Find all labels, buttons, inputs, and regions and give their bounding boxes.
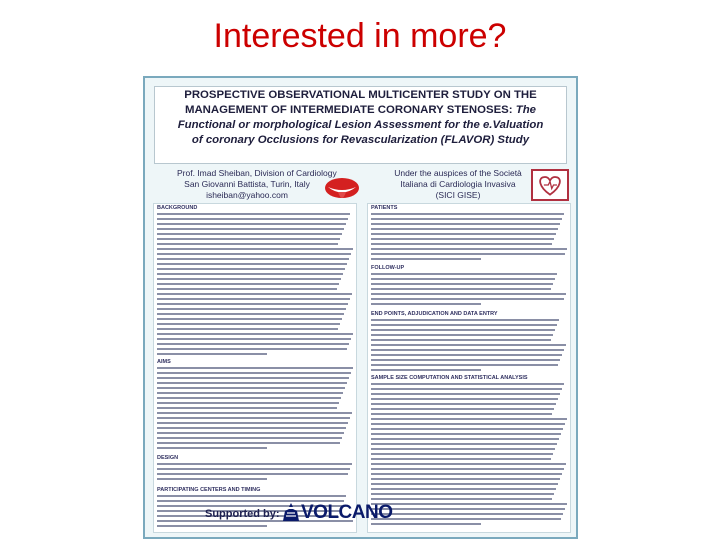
body-text-line [371, 223, 560, 225]
body-text-line [371, 468, 564, 470]
poster-columns [153, 203, 571, 533]
slide-title: Interested in more? [213, 17, 507, 55]
body-text-line [157, 412, 352, 414]
body-text-line [157, 278, 341, 280]
body-text-line [371, 349, 564, 351]
body-text-line [371, 483, 558, 485]
body-text-line [371, 463, 566, 465]
auspices-line-3: (SICI GISE) [435, 190, 481, 200]
poster-title-line-2-main: MANAGEMENT OF INTERMEDIATE CORONARY STENOSES: [184, 104, 513, 116]
body-text-line [157, 442, 340, 444]
section-aims-heading: AIMS [157, 359, 171, 365]
body-text-line [157, 318, 342, 320]
body-text-line [157, 293, 352, 295]
body-text-line [157, 468, 350, 470]
body-text-line [371, 438, 559, 440]
body-text-line [157, 495, 346, 497]
body-text-line [157, 248, 353, 250]
body-text-line [157, 333, 353, 335]
author-hospital: San Giovanni Battista, Turin, Italy [184, 179, 310, 189]
body-text-line [371, 364, 558, 366]
poster-title-line-1: PROSPECTIVE OBSERVATIONAL MULTICENTER STUDY ON THE [184, 89, 537, 101]
body-text-line [157, 228, 344, 230]
body-text-line [371, 324, 557, 326]
lips-logo-icon [323, 174, 361, 206]
body-text-line [371, 293, 566, 295]
body-text-line [371, 283, 553, 285]
body-text-line [371, 213, 564, 215]
body-text-line [371, 288, 551, 290]
body-text-line [371, 273, 557, 275]
left-column [153, 203, 357, 533]
section-centers-heading: PARTICIPATING CENTERS AND TIMING [157, 487, 261, 493]
body-text-line [371, 238, 554, 240]
body-text-line [157, 473, 348, 475]
body-text-line [371, 393, 560, 395]
auspices-line-1: Under the auspices of the Società [394, 168, 522, 178]
body-text-line [371, 408, 554, 410]
body-text-line [157, 387, 345, 389]
body-text-line [157, 223, 346, 225]
body-text-line [157, 313, 344, 315]
volcano-wordmark: VOLCANO [301, 502, 393, 523]
right-column [367, 203, 571, 533]
body-text-line [371, 233, 556, 235]
sponsor-block [205, 498, 393, 528]
body-text-line [371, 248, 567, 250]
body-text-line [157, 253, 351, 255]
body-text-line [157, 213, 350, 215]
body-text-line [157, 338, 351, 340]
body-text-line [157, 367, 353, 369]
body-text-line [371, 253, 565, 255]
section-patients-heading: PATIENTS [371, 205, 398, 211]
body-text-line [371, 218, 562, 220]
poster-title-line-4: of coronary Occlusions for Revascularization (FLAVOR) Study [191, 134, 530, 146]
poster-title-line-3: Functional or morphological Lesion Assessment for the e.Valuation [177, 119, 544, 131]
body-text-line [371, 478, 560, 480]
sici-gise-logo-icon [531, 169, 569, 201]
body-text-line [371, 423, 565, 425]
auspices-line-2: Italiana di Cardiologia Invasiva [400, 179, 516, 189]
body-text-line [371, 428, 563, 430]
body-text-line [371, 433, 561, 435]
body-text-line [371, 513, 563, 515]
poster-title [154, 86, 567, 164]
body-text-line [157, 288, 337, 290]
body-text-line [371, 413, 552, 415]
body-text-line [157, 243, 338, 245]
body-text-line [371, 398, 558, 400]
body-text-line [157, 478, 267, 480]
body-text-line [371, 498, 552, 500]
auspices-info [393, 168, 523, 201]
body-text-line [157, 402, 339, 404]
body-text-line [371, 359, 560, 361]
body-text-line [371, 369, 481, 371]
body-text-line [157, 298, 350, 300]
body-text-line [371, 448, 555, 450]
body-text-line [157, 343, 349, 345]
body-text-line [371, 403, 556, 405]
body-text-line [157, 437, 342, 439]
body-text-line [157, 392, 343, 394]
poster [143, 76, 578, 539]
body-text-line [371, 443, 557, 445]
body-text-line [371, 344, 566, 346]
author-name: Prof. Imad Sheiban, Division of Cardiology [177, 168, 337, 178]
body-text-line [371, 503, 567, 505]
body-text-line [371, 278, 555, 280]
body-text-line [157, 397, 341, 399]
body-text-line [157, 417, 350, 419]
body-text-line [157, 463, 352, 465]
body-text-line [371, 508, 565, 510]
body-text-line [371, 329, 555, 331]
section-statistics-heading: SAMPLE SIZE COMPUTATION AND STATISTICAL ANALYSIS [371, 375, 528, 381]
body-text-line [157, 303, 348, 305]
body-text-line [157, 323, 340, 325]
body-text-line [157, 283, 339, 285]
body-text-line [157, 308, 346, 310]
section-design-heading: DESIGN [157, 455, 179, 461]
body-text-line [371, 473, 562, 475]
body-text-line [371, 488, 556, 490]
body-text-line [157, 382, 347, 384]
section-endpoints-heading: END POINTS, ADJUDICATION AND DATA ENTRY [371, 311, 498, 317]
body-text-line [157, 353, 267, 355]
body-text-line [157, 407, 337, 409]
author-info [177, 168, 337, 201]
body-text-line [157, 432, 344, 434]
body-text-line [371, 243, 552, 245]
body-text-line [371, 493, 554, 495]
body-text-line [157, 263, 347, 265]
body-text-line [157, 422, 348, 424]
body-text-line [371, 298, 564, 300]
body-text-line [371, 258, 481, 260]
supported-by-label: Supported by: [205, 508, 280, 520]
body-text-line [157, 273, 343, 275]
body-text-line [371, 319, 559, 321]
body-text-line [157, 238, 340, 240]
body-text-line [371, 339, 551, 341]
body-text-line [157, 447, 267, 449]
body-text-line [157, 328, 338, 330]
body-text-line [157, 427, 346, 429]
body-text-line [371, 388, 562, 390]
body-text-line [157, 377, 349, 379]
body-text-line [157, 268, 345, 270]
section-followup-heading: FOLLOW-UP [371, 265, 405, 271]
body-text-line [371, 383, 564, 385]
body-text-line [157, 372, 351, 374]
body-text-line [157, 233, 342, 235]
body-text-line [371, 334, 553, 336]
body-text-line [371, 228, 558, 230]
body-text-line [371, 518, 561, 520]
body-text-line [371, 354, 562, 356]
body-text-line [371, 453, 553, 455]
body-text-line [157, 218, 348, 220]
body-text-line [371, 458, 551, 460]
poster-title-line-2-italic: The [515, 104, 537, 116]
volcano-logo-icon [281, 501, 301, 523]
body-text-line [157, 348, 347, 350]
author-email: isheiban@yahoo.com [206, 190, 288, 200]
section-background-heading: BACKGROUND [157, 205, 198, 211]
body-text-line [157, 258, 349, 260]
poster-title-line-2 [155, 103, 566, 118]
body-text-line [371, 418, 567, 420]
body-text-line [371, 303, 481, 305]
